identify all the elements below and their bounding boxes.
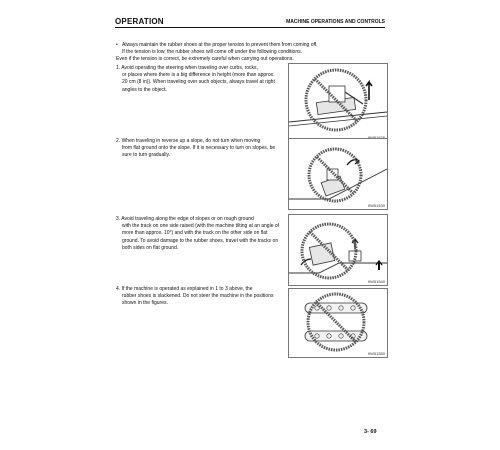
slope-turn-illustration (289, 139, 387, 209)
instruction-item-3 (116, 216, 281, 252)
page-number: 3- 69 (364, 429, 377, 435)
figure-slope-turn (288, 138, 388, 210)
bullet-glyph: • (116, 42, 118, 48)
item-body: or places where there is a big difference in height (more than approx. 20 cm (8 in)). When traveling over such objects, always travel at right angles to the object. (122, 72, 275, 93)
header-rule (115, 27, 385, 28)
item-body: rubber shoes is slackened. Do not steer the machine in the positions shown in the figures. (122, 293, 274, 307)
instruction-item-2 (116, 138, 281, 160)
item-number: 1. (116, 65, 121, 71)
figure-slack-track (288, 288, 388, 358)
figure-code: 9W51550 (367, 351, 385, 356)
intro-line-2: If the tension is low, the rubber shoes will come off under the following conditions. (122, 49, 303, 56)
slack-track-illustration (289, 289, 387, 357)
item-number: 3. (116, 216, 121, 222)
figure-curb-crossing (288, 63, 388, 142)
figure-code: 9W51540 (367, 279, 385, 284)
intro-paragraph (116, 42, 381, 64)
chapter-title: MACHINE OPERATIONS AND CONTROLS (286, 19, 385, 25)
item-number: 4. (116, 286, 121, 292)
item-lead: Avoid operating the steering when traveling over curbs, rocks, (121, 65, 258, 71)
item-lead: Avoid traveling along the edge of slopes or on rough ground (121, 216, 254, 222)
item-lead: If the machine is operated as explained in 1 to 3 above, the (121, 286, 253, 292)
instruction-item-4 (116, 286, 281, 308)
item-body: from flat ground onto the slope. If it is necessary to turn on slopes, be sure to turn gradually. (122, 145, 276, 159)
figure-code: 9W51530 (367, 203, 385, 208)
intro-line-1: Always maintain the rubber shoes at the proper tension to prevent them from coming off. (122, 42, 318, 48)
figure-slope-edge (288, 214, 388, 286)
section-title: OPERATION (115, 17, 164, 26)
item-number: 2. (116, 138, 121, 144)
slope-edge-illustration (289, 215, 387, 285)
instruction-item-1 (116, 65, 281, 94)
item-lead: When traveling in reverse up a slope, do not turn when moving (121, 138, 261, 144)
curb-crossing-illustration (289, 64, 387, 141)
intro-line-3: Even if the tension is correct, be extremely careful when carrying out operations. (116, 56, 294, 63)
item-body: with the track on one side raised (with the machine tilting at an angle of more than approx. 10°) and with the track on the other side on flat ground. To avoid damage to the rubber shoes, travel with the tracks on both sides on flat ground. (122, 223, 280, 251)
